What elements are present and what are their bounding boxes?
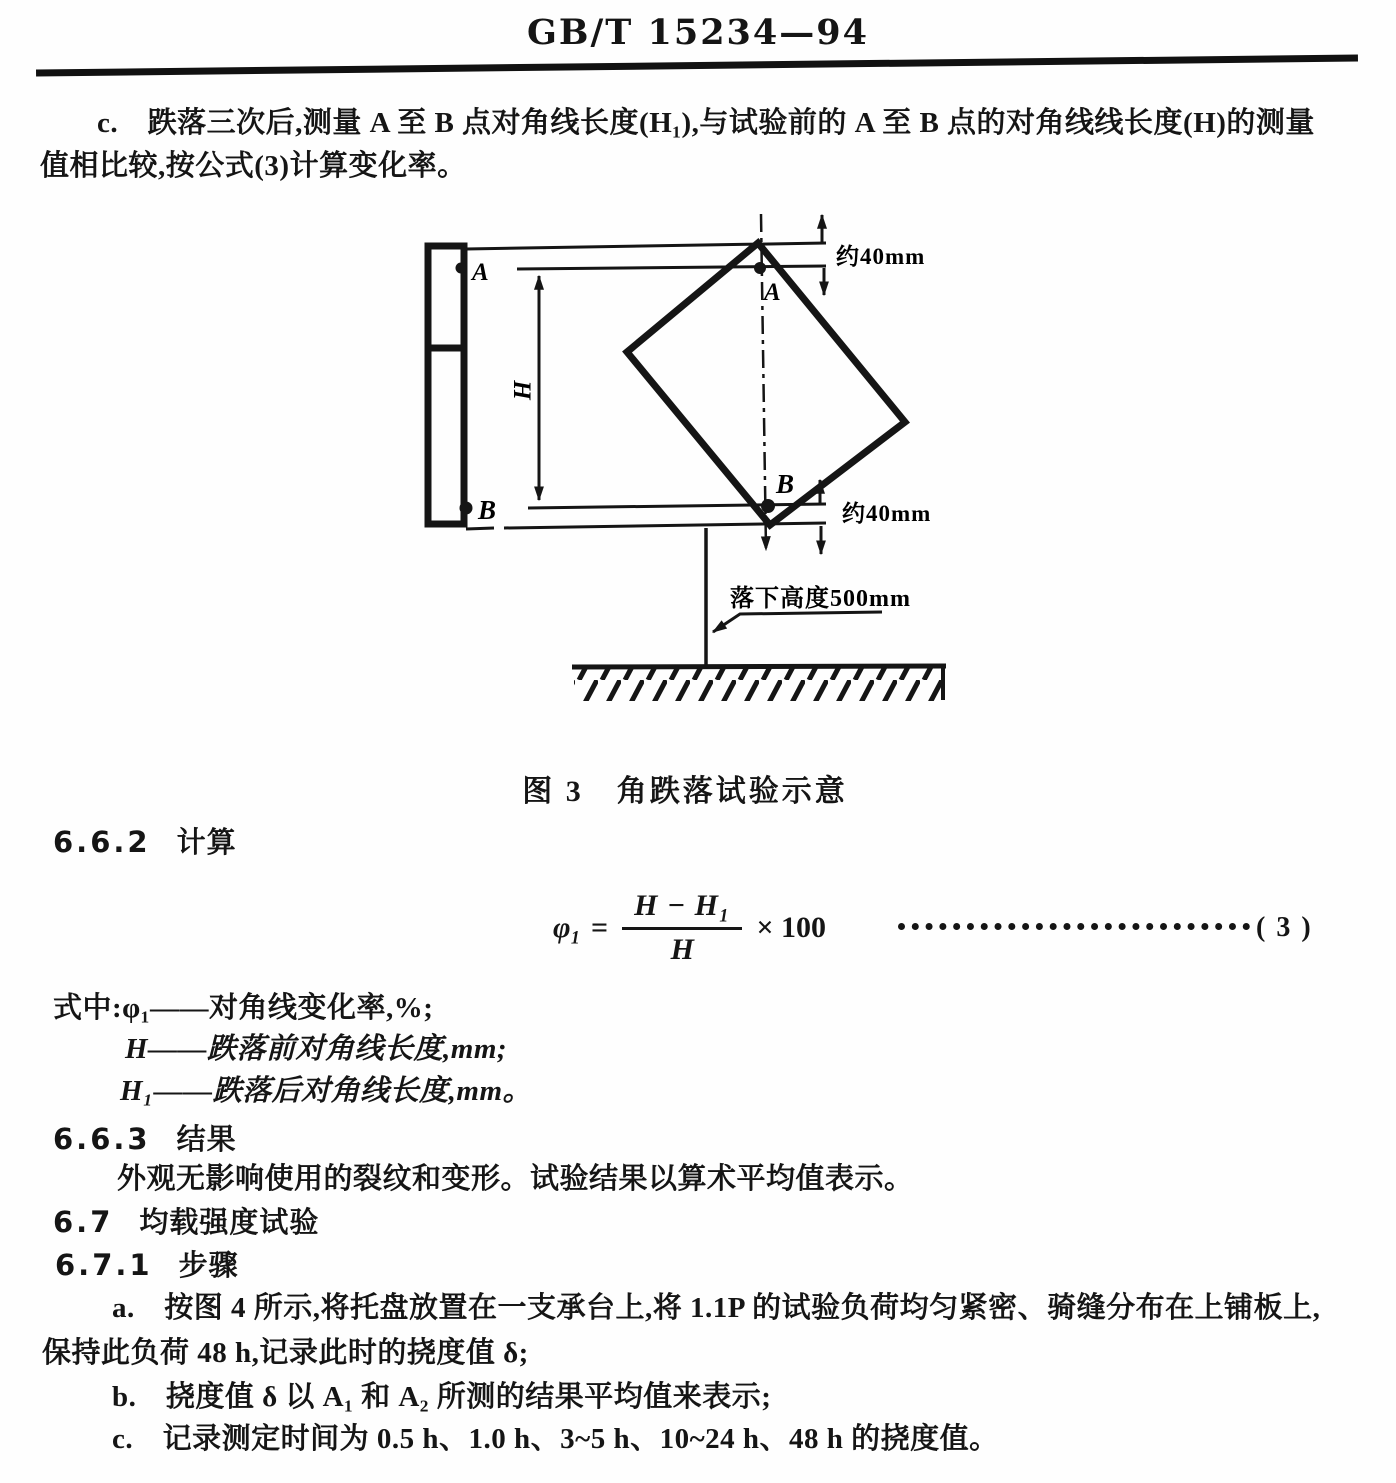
point-a-marker-main: [754, 262, 766, 274]
formula-multiplier: × 100: [756, 911, 827, 944]
section-663-title: 结果: [176, 1122, 237, 1156]
where-line-h: H——跌落前对角线长度,mm;: [125, 1033, 508, 1065]
header-rule: [36, 55, 1358, 77]
label-b-main: B: [776, 469, 795, 499]
item-c-line: c. 记录测定时间为 0.5 h、1.0 h、3~5 h、10~24 h、48 h 的挠度值。: [112, 1423, 999, 1455]
section-662-title: 计算: [176, 825, 237, 859]
section-663-number: 6.6.3: [53, 1122, 151, 1156]
label-a-main: A: [764, 279, 781, 306]
formula-denominator: H: [670, 933, 694, 966]
gap-bottom-label: 约40mm: [842, 501, 932, 526]
point-b-marker-main: [761, 499, 775, 513]
section-671-heading: [55, 1243, 239, 1284]
standard-number-title: GB/T 15234—94: [527, 12, 869, 53]
drop-height-label: 落下高度500mm: [730, 586, 911, 612]
formula-equals: =: [591, 911, 609, 944]
section-67-heading: [53, 1200, 319, 1241]
formula-dotted-leader: [898, 923, 1250, 930]
dim-h-label: H: [508, 380, 535, 400]
result-text: 外观无影响使用的裂纹和变形。试验结果以算术平均值表示。: [117, 1163, 914, 1195]
section-663-heading: [53, 1117, 237, 1158]
formula-numerator: H − H₁: [622, 889, 742, 930]
corner-drop-test-diagram: [0, 200, 1396, 740]
gap-top-arrows: [822, 215, 824, 295]
section-662-heading: [53, 820, 237, 861]
label-b-side: B: [478, 495, 497, 525]
where-line-phi: 式中:φ₁——对角线变化率,%;: [53, 992, 434, 1024]
gap-top-label: 约40mm: [836, 244, 926, 269]
section-671-number: 6.7.1: [55, 1248, 153, 1282]
section-67-title: 均载强度试验: [139, 1205, 320, 1239]
label-a-side: A: [472, 259, 489, 286]
section-671-title: 步骤: [178, 1248, 239, 1282]
formula-3: [553, 889, 1313, 967]
section-662-number: 6.6.2: [53, 825, 151, 859]
item-a-line1: a. 按图 4 所示,将托盘放置在一支承台上,将 1.1P 的试验负荷均匀紧密、骑缝分布在上铺板上,: [112, 1292, 1321, 1324]
where-line-h1: H₁——跌落后对角线长度,mm。: [120, 1075, 533, 1107]
point-b-marker-side: [460, 502, 473, 515]
point-a-marker-side: [456, 263, 467, 274]
figure-caption: 图 3 角跌落试验示意: [522, 775, 848, 808]
drop-height-leader: [713, 612, 882, 632]
gap-bottom-arrows: [820, 480, 821, 554]
para-c-line1: c. 跌落三次后,测量 A 至 B 点对角线长度(H₁),与试验前的 A 至 B 点的对角线线长度(H)的测量: [97, 107, 1315, 139]
para-c-line2: 值相比较,按公式(3)计算变化率。: [40, 150, 467, 182]
section-67-number: 6.7: [53, 1205, 114, 1239]
formula-lhs: φ₁: [553, 911, 582, 944]
pallet-side-view: [428, 246, 464, 524]
item-a-line2: 保持此负荷 48 h,记录此时的挠度值 δ;: [42, 1337, 529, 1369]
formula-fraction: [622, 889, 742, 967]
ground-hatching: [574, 668, 944, 701]
formula-number: ( 3 ): [1256, 912, 1313, 943]
item-b-line: b. 挠度值 δ 以 A₁ 和 A₂ 所测的结果平均值来表示;: [112, 1381, 772, 1413]
ground-line: [572, 666, 946, 667]
